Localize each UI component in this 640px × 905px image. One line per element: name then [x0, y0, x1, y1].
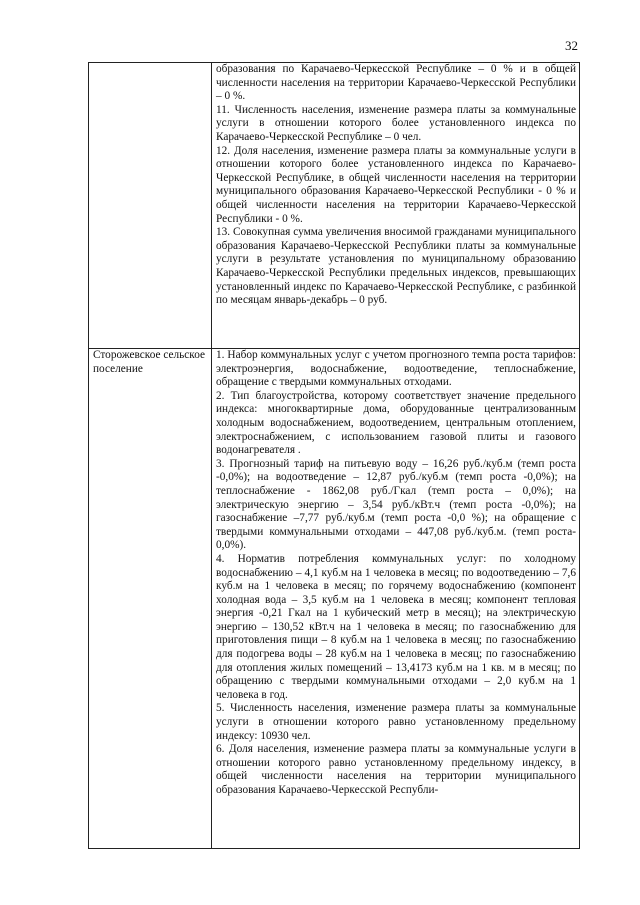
paragraph: 11. Численность населения, изменение размера платы за коммунальные услуги в отношении которого более установленного индекса по Карачаево-Черкесской Республике – 0 чел. — [216, 103, 576, 143]
table-row — [89, 63, 580, 349]
paragraph: 4. Норматив потребления коммунальных услуг: по холодному водоснабжению – 4,1 куб.м на 1 человека в месяц; по водоотведению – 7,6 куб.м на 1 человека в месяц; по горячему водоснабжению (компонент холодная вода – 3,5 куб.м на 1 человека в месяц; компонент тепловая энергия -0,21 Гкал на 1 кубический метр в месяц); на электрическую энергию – 130,52 кВт.ч на 1 человека в месяц; по газоснабжению для приготовления пищи – 8 куб.м на 1 человека в месяц; по газоснабжению для подогрева воды – 28 куб.м на 1 человека в месяц; по газоснабжению для отопления жилых помещений – 13,4173 куб.м на 1 кв. м в месяц; по обращению с твердыми коммунальными отходами – 2,0 куб.м на 1 человека в год. — [216, 552, 576, 701]
page-number: 32 — [565, 38, 578, 53]
paragraph: 13. Совокупная сумма увеличения вносимой гражданами муниципального образования Карачаево-Черкесской Республики платы за коммунальные услуги в результате установления по муниципальному образованию Карачаево-Черкесской Республики предельных индексов, превышающих установленный индекс по Карачаево-Черкесской Республике, с разбинкой по месяцам январь-декабрь – 0 руб. — [216, 226, 576, 307]
settlements-table — [88, 62, 580, 849]
table-row — [89, 349, 580, 849]
paragraph: 1. Набор коммунальных услуг с учетом прогнозного темпа роста тарифов: электроэнергия, водоснабжение, водоотведение, теплоснабжение, обращение с твердыми коммунальных отходами. — [216, 349, 576, 389]
indicators-cell — [212, 63, 580, 349]
settlement-name-cell — [89, 349, 212, 849]
paragraph: 3. Прогнозный тариф на питьевую воду – 16,26 руб./куб.м (темп роста -0,0%); на водоотведение – 12,87 руб./куб.м (темп роста -0,0%); на теплоснабжение - 1862,08 руб./Гкал (темп роста – 0,0%); на электрическую энергию – 3,54 руб./кВт.ч (темп роста -0,0%); на газоснабжение –7,77 руб./куб.м (темп роста -0,0 %); на обращение с твердыми коммунальными отходами – 447,08 руб./куб.м. (темп роста- 0,0%). — [216, 457, 576, 552]
paragraph: 6. Доля населения, изменение размера платы за коммунальные услуги в отношении которого равно установленному предельному индексу, в общей численности населения на территории муниципального образования Карачаево-Черкесской Республи- — [216, 743, 576, 796]
settlement-name: Сторожевское сельское поселение — [93, 349, 206, 375]
indicators-cell — [212, 349, 580, 849]
paragraph: 5. Численность населения, изменение размера платы за коммунальные услуги в отношении которого равно установленному предельному индексу: 10930 чел. — [216, 702, 576, 742]
paragraph: 12. Доля населения, изменение размера платы за коммунальные услуги в отношении которого более установленного индекса по Карачаево-Черкесской Республике, в общей численности населения на территории муниципального образования Карачаево-Черкесской Республики - 0 % и общей численности населения на территории Карачаево-Черкесской Республики - 0 %. — [216, 144, 576, 225]
paragraph: образования по Карачаево-Черкесской Республике – 0 % и в общей численности населения на территории Карачаево-Черкесской Республики – 0 %. — [216, 63, 576, 103]
settlement-name-cell — [89, 63, 212, 349]
paragraph: 2. Тип благоустройства, которому соответствует значение предельного индекса: многоквартирные дома, оборудованные централизованным холодным водоснабжением, водоотведением, центральным отоплением, электроснабжением, с использованием газовой плиты и газового водонагревателя . — [216, 389, 576, 457]
